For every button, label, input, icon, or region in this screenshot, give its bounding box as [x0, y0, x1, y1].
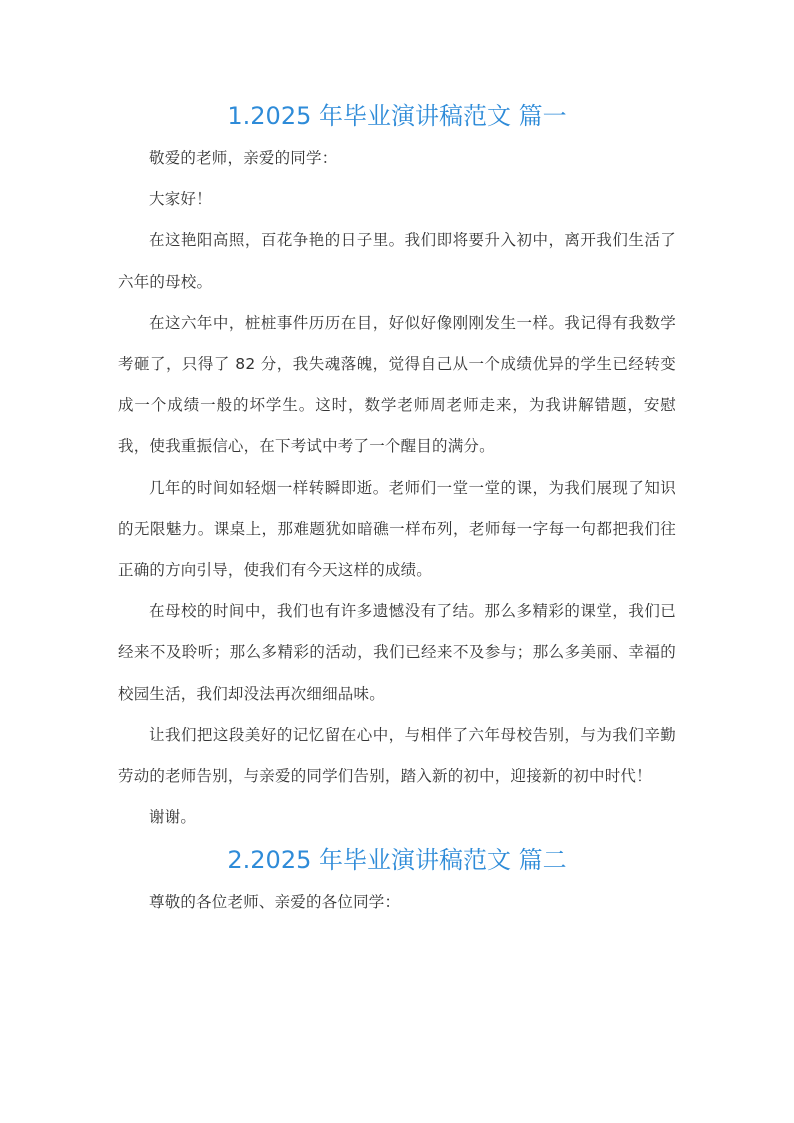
document-page — [118, 96, 676, 924]
section-1-title: 1.2025 年毕业演讲稿范文 篇一 — [227, 102, 567, 130]
paragraph-intro: 在这艳阳高照，百花争艳的日子里。我们即将要升入初中，离开我们生活了六年的母校。 — [118, 231, 676, 291]
paragraph-greeting: 敬爱的老师，亲爱的同学： — [149, 149, 338, 167]
paragraph-greeting-2: 尊敬的各位老师、亲爱的各位同学： — [149, 893, 401, 912]
section-2-title: 2.2025 年毕业演讲稿范文 篇二 — [227, 846, 567, 875]
paragraph-farewell: 让我们把这段美好的记忆留在心中，与相伴了六年母校告别，与为我们辛勤劳动的老师告别，与亲爱的同学们告别，踏入新的初中，迎接新的初中时代！ — [118, 725, 676, 786]
paragraph-thanks: 谢谢。 — [149, 808, 197, 827]
paragraph-regrets: 在母校的时间中，我们也有许多遗憾没有了结。那么多精彩的课堂，我们已经来不及聆听；那么多精彩的活动，我们已经来不及参与；那么多美丽、幸福的校园生活，我们却没法再次细细品味。 — [118, 602, 676, 703]
paragraph-time: 几年的时间如轻烟一样转瞬即逝。老师们一堂一堂的课，为我们展现了知识的无限魅力。课桌上，那难题犹如暗礁一样布列，老师每一字每一句都把我们往正确的方向引导，使我们有今天这样的成绩。 — [118, 478, 676, 580]
paragraph-memory: 在这六年中，桩桩事件历历在目，好似好像刚刚发生一样。我记得有我数学考砸了，只得了 82 分，我失魂落魄，觉得自己从一个成绩优异的学生已经转变成一个成绩一般的坏学生。这时，数学老师周老师走来，为我讲解错题，安慰我，使我重振信心，在下考试中考了一个醒目的满分。 — [118, 313, 676, 456]
paragraph-hello: 大家好！ — [149, 190, 212, 209]
